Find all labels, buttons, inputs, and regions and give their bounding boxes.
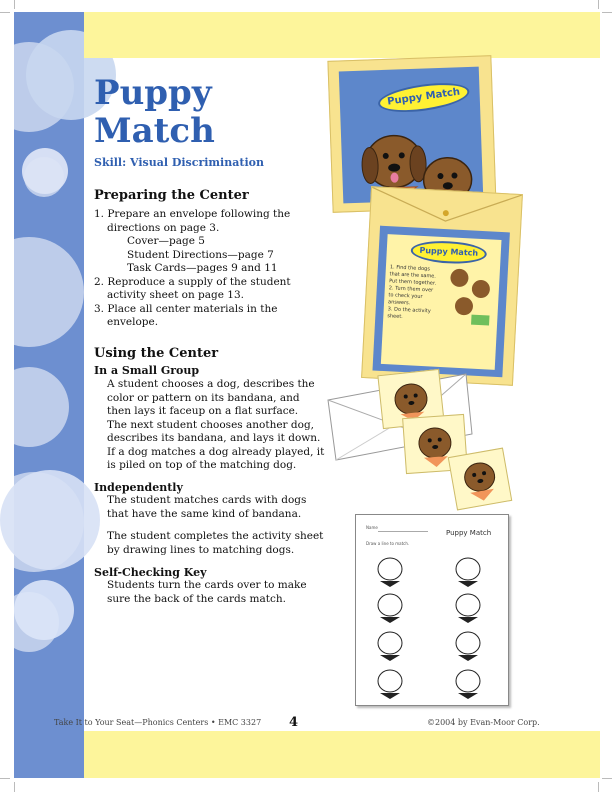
directions-steps [387, 264, 440, 323]
trim-mark [14, 782, 15, 792]
trim-mark [602, 778, 612, 779]
bubble-decoration [14, 580, 74, 640]
self-check-line: Students turn the cards over to make [107, 579, 307, 591]
small-group-line: A student chooses a dog, describes the [107, 378, 315, 390]
step-3-line-2: envelope. [107, 316, 159, 328]
name-line [378, 531, 428, 532]
cover-title: Puppy Match [386, 86, 461, 108]
independently-line: The student completes the activity sheet [107, 530, 324, 542]
small-group-line: color or pattern on its bandana, and [107, 391, 300, 404]
step-1-line-2: directions on page 3. [107, 221, 220, 234]
independently-line: The student matches cards with dogs [107, 494, 307, 506]
trim-mark [14, 0, 15, 9]
sub-item-directions: Student Directions—page 7 [127, 248, 274, 261]
small-group-line: The next student chooses another dog, [107, 418, 315, 431]
step-2-line-1: 2. Reproduce a supply of the student [94, 275, 291, 288]
title-line-2: Match [94, 111, 215, 151]
directions-title-oval [410, 239, 487, 265]
sheet-instructions: Draw a line to match. [366, 541, 410, 546]
preparing-heading: Preparing the Center [94, 188, 249, 203]
trim-mark [0, 12, 10, 13]
dog-illustration [339, 67, 484, 204]
directions-panel [372, 226, 509, 378]
using-heading: Using the Center [94, 346, 219, 361]
self-check-line: sure the back of the cards match. [107, 592, 286, 605]
small-group-line: describes its bandana, and lays it down. [107, 432, 321, 444]
independently-line: by drawing lines to matching dogs. [107, 543, 295, 556]
trim-mark [0, 778, 10, 779]
bubble-decoration [14, 367, 69, 447]
dog-card [448, 448, 513, 511]
independently-text-b [107, 530, 323, 557]
bubble-decoration [14, 237, 84, 347]
step-1-line-1: 1. Prepare an envelope following the [94, 208, 291, 220]
directions-card [381, 234, 502, 370]
independently-heading: Independently [94, 481, 183, 494]
small-group-text [107, 378, 324, 473]
small-group-line: If a dog matches a dog already played, it [107, 445, 325, 458]
directions-step: 3. Do the activity sheet. [387, 306, 431, 320]
skill-label: Skill: Visual Discrimination [94, 156, 264, 169]
blue-sidebar [14, 12, 84, 778]
small-group-line: is piled on top of the matching dog. [107, 459, 297, 471]
bubble-decoration [0, 470, 100, 570]
envelope-illustration [361, 186, 523, 386]
top-yellow-bar [84, 12, 600, 58]
dog-illustration [443, 265, 496, 328]
dog-outlines [356, 547, 508, 707]
sheet-title: Puppy Match [446, 529, 492, 537]
small-group-heading: In a Small Group [94, 364, 200, 377]
bubble-decoration [22, 148, 68, 194]
small-group-line: then lays it faceup on a flat surface. [107, 405, 299, 417]
bottom-yellow-bar [84, 731, 600, 778]
directions-step: 2. Turn them over to check your answers. [387, 285, 434, 307]
sub-item-cards: Task Cards—pages 9 and 11 [127, 262, 278, 274]
sub-item-cover: Cover—page 5 [127, 235, 205, 247]
footer-copyright: ©2004 by Evan-Moor Corp. [427, 718, 540, 727]
self-check-text [107, 579, 307, 606]
preparing-steps [94, 208, 291, 330]
independently-text-a [107, 494, 306, 521]
directions-title: Puppy Match [419, 245, 479, 258]
step-3-line-1: 3. Place all center materials in the [94, 302, 278, 315]
sheet-name-label: Name [366, 525, 378, 530]
directions-step: 1. Find the dogs that are the same. Put them together. [389, 264, 437, 287]
step-2-line-2: activity sheet on page 13. [107, 289, 245, 301]
trim-mark [598, 0, 599, 9]
page-title [94, 74, 215, 150]
trim-mark [602, 12, 612, 13]
trim-mark [598, 782, 599, 792]
activity-sheet-illustration [355, 514, 509, 706]
footer-left: Take It to Your Seat—Phonics Centers • EMC 3327 [54, 718, 262, 727]
self-check-heading: Self-Checking Key [94, 566, 207, 579]
independently-line: that have the same kind of bandana. [107, 507, 302, 520]
page-number: 4 [289, 715, 299, 730]
cover-blue-panel [339, 67, 484, 204]
title-line-1: Puppy [94, 73, 212, 113]
dog-illustration [449, 449, 511, 510]
